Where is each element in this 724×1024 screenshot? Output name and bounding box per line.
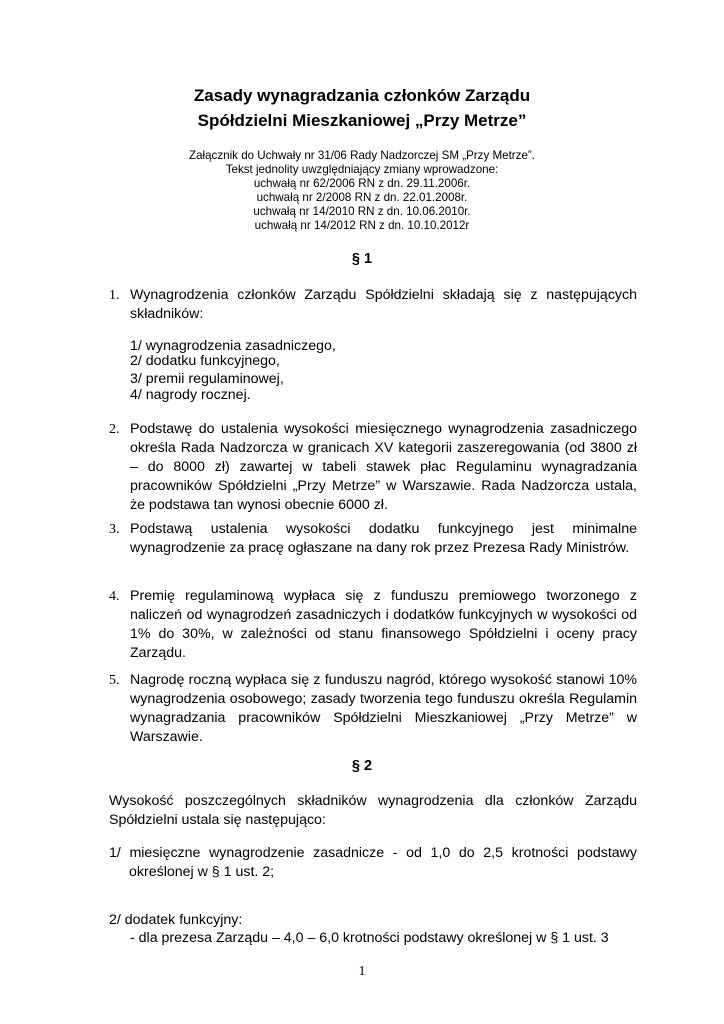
note-line: uchwałą nr 2/2008 RN z dn. 22.01.2008r. [256, 191, 468, 204]
subitem: 2/ dodatku funkcyjnego, [130, 353, 280, 369]
note-line: uchwałą nr 14/2012 RN z dn. 10.10.2012r [254, 219, 470, 232]
note-line: Załącznik do Uchwały nr 31/06 Rady Nadzorczej SM „Przy Metrze”. [189, 149, 535, 162]
note-line: uchwałą nr 14/2010 RN z dn. 10.06.2010r. [253, 205, 471, 218]
item-text: Podstawę do ustalenia wysokości miesięcznego wynagrodzenia zasadniczego określa Rada Nadzorcza w granicach XV kategorii zaszeregowania (od 3800 zł – do 8000 zł) zawartej w tabeli stawek płac Regulaminu wynagradzania pracowników Spółdzielni „Przy Metrze” w Warszawie. Rada Nadzorcza ustala, że podstawa tan wynosi obecnie 6000 zł. [130, 421, 637, 513]
item-number: 1. [109, 288, 120, 303]
subitem: 3/ premii regulaminowej, [130, 371, 284, 387]
subitem: 4/ nagrody rocznej. [130, 387, 251, 403]
section-2-heading: § 2 [351, 758, 373, 774]
item-text: Podstawą ustalenia wysokości dodatku funkcyjnego jest minimalne wynagrodzenie za pracę ogłaszane na dany rok przez Prezesa Rady Ministrów. [130, 521, 637, 556]
section-1-heading: § 1 [351, 251, 373, 267]
section-2-point-1: 1/ miesięczne wynagrodzenie zasadnicze - od 1,0 do 2,5 krotności podstawy określonej w § 1 ust. 2; [109, 845, 637, 880]
subitem: 1/ wynagrodzenia zasadniczego, [130, 338, 336, 354]
item-text: Nagrodę roczną wypłaca się z funduszu nagród, którego wysokość stanowi 10% wynagrodzenia osobowego; zasady tworzenia tego funduszu określa Regulamin wynagradzania pracowników Spółdzielni Mieszkaniowej „Przy Metrze” w Warszawie. [130, 672, 637, 745]
section-2-point-2-sub: - dla prezesa Zarządu – 4,0 – 6,0 krotności podstawy określonej w § 1 ust. 3 [130, 930, 609, 946]
page-number: 1 [358, 964, 366, 979]
item-number: 5. [109, 673, 120, 688]
section-2-intro: Wysokość poszczególnych składników wynagrodzenia dla członków Zarządu Spółdzielni ustala się następująco: [109, 793, 637, 828]
item-text: Wynagrodzenia członków Zarządu Spółdzielni składają się z następujących składników: [130, 287, 637, 322]
note-line: uchwałą nr 62/2006 RN z dn. 29.11.2006r. [253, 177, 471, 190]
note-line: Tekst jednolity uwzględniający zmiany wprowadzone: [225, 163, 499, 176]
item-number: 3. [109, 522, 120, 537]
document-title-line-2: Spółdzielni Mieszkaniowej „Przy Metrze” [197, 111, 527, 130]
section-2-point-2-label: 2/ dodatek funkcyjny: [109, 912, 243, 928]
item-number: 2. [109, 422, 120, 437]
item-number: 4. [109, 589, 120, 604]
item-text: Premię regulaminową wypłaca się z funduszu premiowego tworzonego z naliczeń od wynagrodzeń zasadniczych i dodatków funkcyjnych w wysokości od 1% do 30%, w zależności od stanu finansowego Spółdzielni i oceny pracy Zarządu. [130, 588, 637, 661]
document-title-line-1: Zasady wynagradzania członków Zarządu [193, 86, 531, 105]
